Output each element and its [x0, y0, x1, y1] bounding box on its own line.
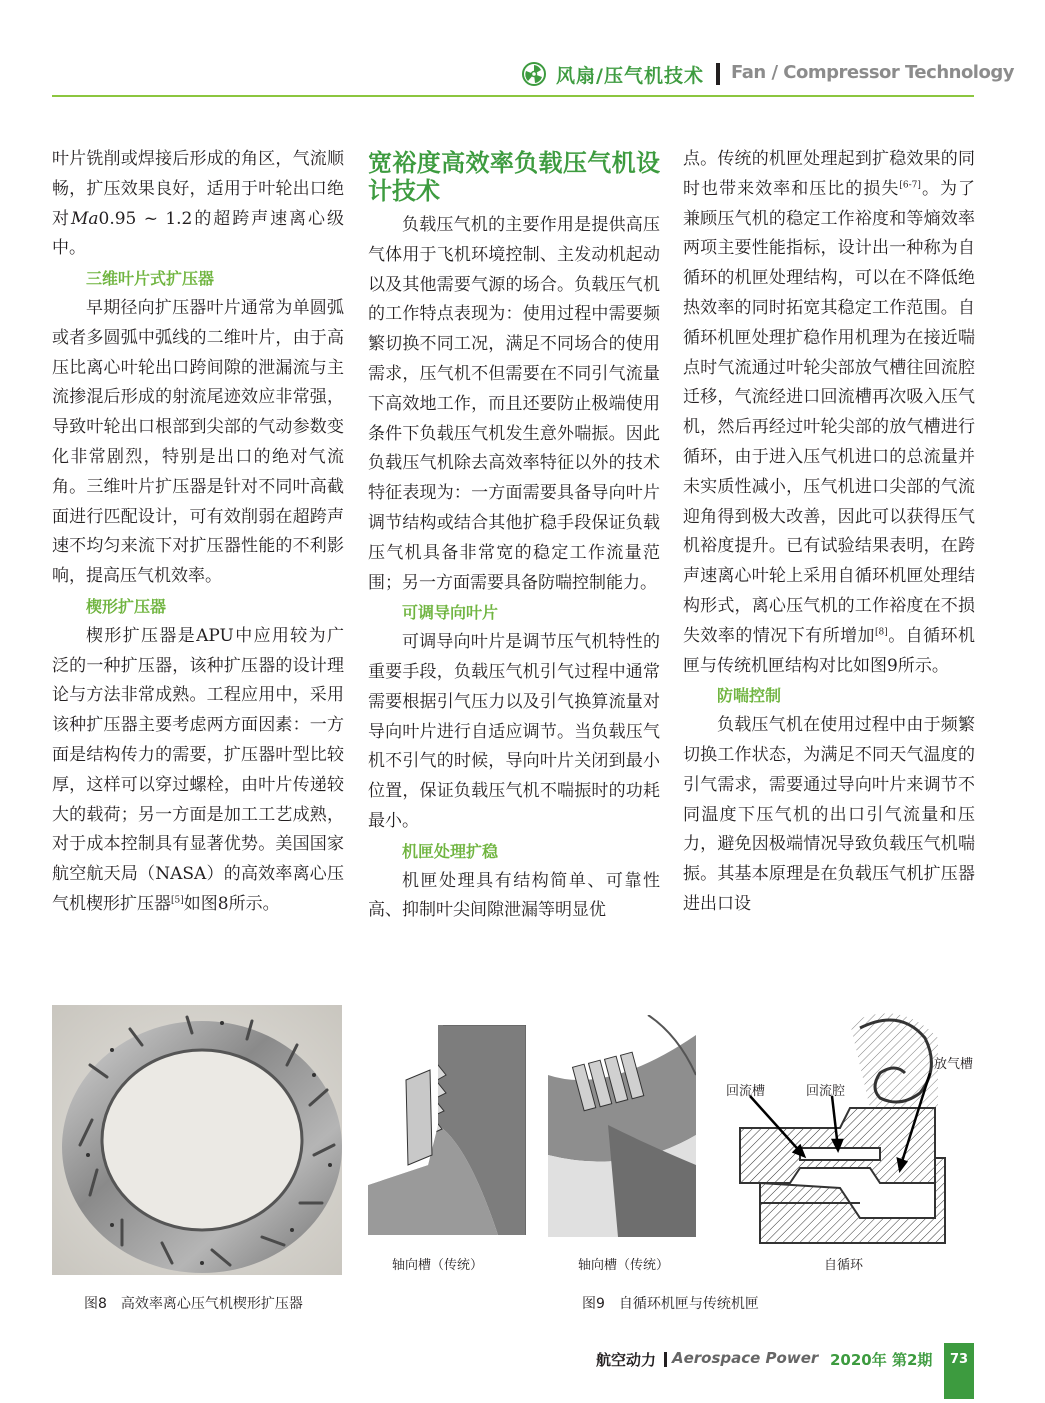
header-divider — [716, 63, 720, 85]
citation-ref: [5] — [171, 895, 184, 906]
subheading-casing-treatment: 机匣处理扩稳 — [402, 841, 499, 861]
figure-9a-label: 轴向槽（传统） — [392, 1258, 484, 1273]
subheading-wedge-diffuser: 楔形扩压器 — [86, 596, 167, 616]
figure-9a-axial-slot — [368, 1025, 526, 1235]
footer-divider — [664, 1352, 667, 1367]
figure-9c-self-circulating-casing-diagram — [720, 1008, 978, 1248]
text-column-1 — [52, 145, 344, 920]
section-title-cn: 风扇/压气机技术 — [556, 65, 704, 87]
paragraph: 可调导向叶片是调节压气机特性的重要手段，负载压气机引气过程中通常需要根据引气压力以及引气换算流量对导向叶片进行自适应调节。当负载压气机不引气的时候，导向叶片关闭到最小位置，保证负载压气机不喘振时的功耗最小。 — [368, 632, 660, 831]
fan-logo-icon — [522, 62, 546, 86]
paragraph: 机匣处理具有结构简单、可靠性高、抑制叶尖间隙泄漏等明显优 — [368, 870, 660, 921]
figure-8-caption: 图8 高效率离心压气机楔形扩压器 — [84, 1296, 303, 1312]
citation-ref: [6-7] — [899, 180, 921, 191]
figure-9c-label: 自循环 — [824, 1258, 864, 1273]
text-column-3 — [683, 145, 975, 920]
figure-9b-axial-slot — [548, 1015, 696, 1237]
journal-name-en: Aerospace Power — [672, 1349, 819, 1367]
citation-ref: [8] — [874, 627, 888, 638]
paragraph: 负载压气机的主要作用是提供高压气体用于飞机环境控制、主发动机起动以及其他需要气源的场合。负载压气机的工作特点表现为：使用过程中需要频繁切换不同工况，满足不同场合的使用需求，压气机不但需要在不同引气流量下高效地工作，而且还要防止极端使用条件下负载压气机发生意外喘振。因此负载压气机除去高效率特征以外的技术特征表现为：一方面需要具备导向叶片调节结构或结合其他扩稳手段保证负载压气机具备非常宽的稳定工作流量范围；另一方面需要具备防喘控制能力。 — [368, 215, 660, 593]
subheading-3d-diffuser: 三维叶片式扩压器 — [86, 269, 215, 289]
figure-9-caption: 图9 自循环机匣与传统机匣 — [582, 1296, 759, 1312]
subheading-surge-control: 防喘控制 — [717, 686, 782, 706]
page-number: 73 — [949, 1352, 969, 1367]
article-section-title: 宽裕度高效率负载压气机设计技术 — [368, 149, 660, 205]
paragraph: 早期径向扩压器叶片通常为单圆弧或者多圆弧中弧线的二维叶片，由于高压比离心叶轮出口跨间隙的泄漏流与主流掺混后形成的射流尾迹效应非常强，导致叶轮出口根部到尖部的气动参数变化非常剧烈，特别是出口的绝对气流角。三维叶片扩压器是针对不同叶高截面进行匹配设计，可有效削弱在超跨声速不均匀来流下对扩压器性能的不利影响，提高压气机效率。 — [52, 297, 344, 587]
text-column-2 — [368, 145, 660, 926]
paragraph: 叶片铣削或焊接后形成的角区，气流顺畅，扩压效果良好，适用于叶轮出口绝对Ma0.95 ~ 1.2的超跨声速离心级中。 — [52, 149, 344, 259]
callout-bleed-slot: 放气槽 — [934, 1057, 974, 1072]
journal-name-cn: 航空动力 — [596, 1351, 657, 1369]
header-rule — [52, 95, 974, 97]
paragraph: 楔形扩压器是APU中应用较为广泛的一种扩压器，该种扩压器的设计理论与方法非常成熟。工程应用中，采用该种扩压器主要考虑两方面因素：一方面是结构传力的需要，扩压器叶型比较厚，这样可以穿过螺栓，由叶片传递较大的载荷；另一方面是加工工艺成熟，对于成本控制具有显著优势。美国国家航空航天局（NASA）的高效率离心压气机楔形扩压器[5]如图8所示。 — [52, 625, 344, 914]
section-title-en: Fan / Compressor Technology — [731, 62, 1014, 83]
figure-8-diffuser-photo — [52, 1005, 342, 1275]
page-header — [0, 56, 1045, 96]
paragraph: 点。传统的机匣处理起到扩稳效果的同时也带来效率和压比的损失[6-7]。为了兼顾压气机的稳定工作裕度和等熵效率两项主要性能指标，设计出一种称为自循环的机匣处理结构，可以在不降低绝热效率的同时拓宽其稳定工作范围。自循环机匣处理扩稳作用机理为在接近喘点时气流通过叶轮尖部放气槽往回流腔迁移，气流经进口回流槽再次吸入压气机，然后再经过叶轮尖部的放气槽进行循环，由于进入压气机进口的总流量并未实质性减小，压气机进口尖部的气流迎角得到极大改善，因此可以获得压气机裕度提升。已有试验结果表明，在跨声速离心叶轮上采用自循环机匣处理结构形式，离心压气机的工作裕度在不损失效率的情况下有所增加[8]。自循环机匣与传统机匣结构对比如图9所示。 — [683, 149, 976, 676]
callout-return-cavity: 回流腔 — [806, 1084, 846, 1099]
page-footer — [0, 1347, 1045, 1377]
issue-number: 2020年 第2期 — [830, 1351, 933, 1369]
callout-return-groove: 回流槽 — [726, 1084, 766, 1099]
figure-9b-label: 轴向槽（传统） — [578, 1258, 670, 1273]
subheading-variable-igv: 可调导向叶片 — [402, 603, 499, 623]
paragraph: 负载压气机在使用过程中由于频繁切换工作状态，为满足不同天气温度的引气需求，需要通过导向叶片来调节不同温度下压气机的出口引气流量和压力，避免因极端情况导致负载压气机喘振。其基本原理是在负载压气机扩压器进出口设 — [683, 715, 975, 914]
